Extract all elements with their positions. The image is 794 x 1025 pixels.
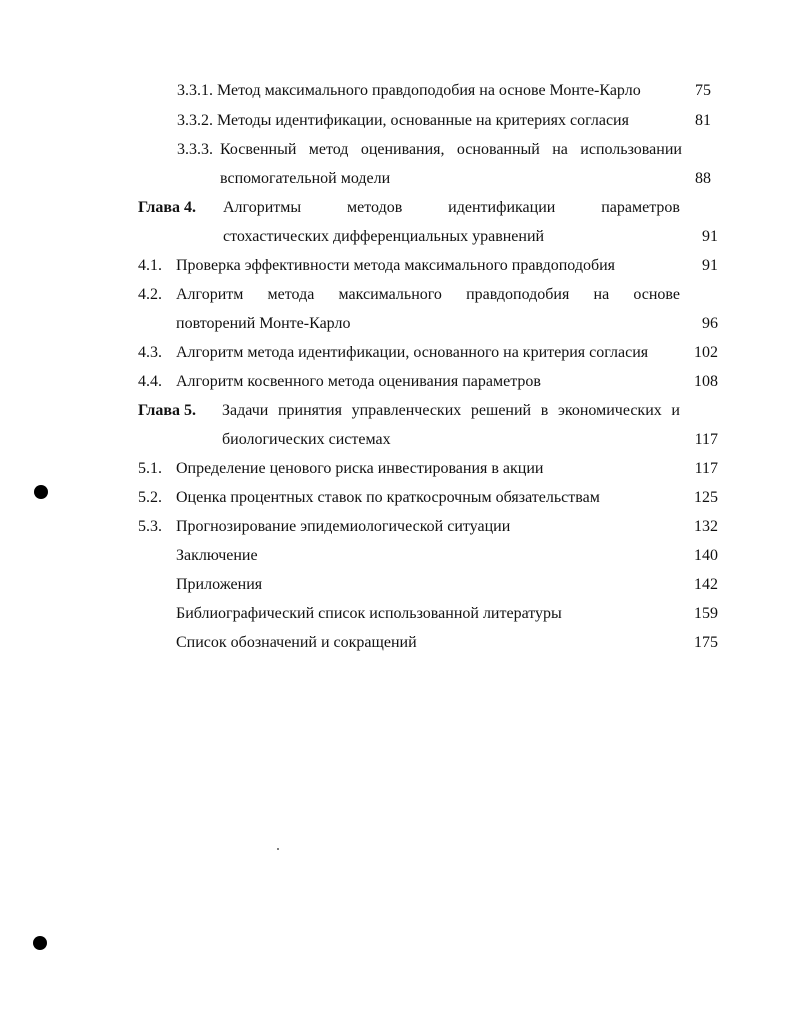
toc-appendices-title: Приложения [176,576,263,593]
page-number: 140 [694,547,718,564]
toc-abbreviations-title: Список обозначений и сокращений [176,634,417,651]
entry-number: 4.1. [138,257,162,274]
entry-title-continuation: вспомогательной модели [220,170,391,187]
entry-number: 3.3.2. [177,112,213,129]
title-word: метода [267,286,315,303]
toc-entry-3-3-3-line1 [220,140,682,160]
toc-entry-5-1 [138,459,543,479]
page-number: 175 [694,634,718,651]
title-word: использовании [580,141,682,158]
scan-hole-mark [33,936,47,950]
entry-title-continuation: повторений Монте-Карло [176,315,351,332]
entry-title: Определение ценового риска инвестирования в акции [176,460,544,477]
title-word: методов [347,199,403,216]
title-word: оценивания, [360,141,445,158]
entry-title-continuation: биологических системах [222,431,391,448]
page-number: 81 [695,112,711,129]
entry-title-continuation: стохастических дифференциальных уравнений [223,228,545,245]
entry-title: Метод максимального правдоподобия на основе Монте-Карло [217,82,641,99]
entry-number: 4.3. [138,344,162,361]
toc-entry-4-1 [138,256,615,276]
page-number: 159 [694,605,718,622]
entry-number: 5.2. [138,489,162,506]
toc-entry-4-4 [138,372,541,392]
entry-title: Оценка процентных ставок по краткосрочным обязательствам [176,489,600,506]
toc-chapter-4-line1 [223,198,680,218]
title-word: основе [633,286,680,303]
title-word: на [593,286,610,303]
page-number: 125 [694,489,718,506]
title-word: на [552,141,568,158]
title-word: правдоподобия [466,286,570,303]
title-word: параметров [601,199,680,216]
title-word: и [671,402,680,419]
entry-title: Прогнозирование эпидемиологической ситуации [176,518,511,535]
page-number: 96 [702,315,718,332]
entry-title: Методы идентификации, основанные на критериях согласия [217,112,629,129]
toc-entry-3-3-1 [177,81,641,101]
toc-chapter-5-line1 [222,401,680,421]
toc-conclusion-title: Заключение [176,547,258,564]
entry-number: 3.3.3. [177,141,213,158]
page-number: 75 [695,82,711,99]
title-word: основанный [456,141,540,158]
title-word: принятия [277,402,342,419]
title-word: Задачи [222,402,269,419]
entry-number: 3.3.1. [177,82,213,99]
toc-bibliography-title: Библиографический список использованной литературы [176,605,562,622]
title-word: управленческих [351,402,462,419]
entry-title: Алгоритм косвенного метода оценивания параметров [176,373,541,390]
page-number: 91 [702,228,718,245]
toc-entry-4-3 [138,343,648,363]
title-word: метод [308,141,349,158]
page-number: 91 [702,257,718,274]
entry-number: 4.2. [138,286,162,303]
title-word: идентификации [448,199,556,216]
page-number: 142 [694,576,718,593]
title-word: экономических [558,402,662,419]
title-word: решений [470,402,532,419]
toc-entry-3-3-2 [177,111,629,131]
page-number: 102 [694,344,718,361]
entry-number: 4.4. [138,373,162,390]
entry-title: Проверка эффективности метода максимального правдоподобия [176,257,616,274]
title-word: Алгоритм [176,286,244,303]
entry-number: 5.3. [138,518,162,535]
toc-entry-5-3 [138,517,510,537]
page-number: 117 [694,460,718,477]
toc-entry-5-2 [138,488,600,508]
title-word: Алгоритмы [223,199,302,216]
title-word: Косвенный [220,141,297,158]
scan-speck [277,848,279,850]
entry-number: 5.1. [138,460,162,477]
page-number: 108 [694,373,718,390]
scan-hole-mark [34,485,48,499]
page-number: 132 [694,518,718,535]
page-number: 117 [694,431,718,448]
entry-title: Алгоритм метода идентификации, основанного на критерия согласия [176,344,649,361]
toc-entry-4-2-line1 [176,285,680,305]
chapter-label: Глава 5. [138,402,196,419]
title-word: максимального [338,286,442,303]
page-number: 88 [695,170,711,187]
title-word: в [540,402,549,419]
chapter-label: Глава 4. [138,199,196,216]
